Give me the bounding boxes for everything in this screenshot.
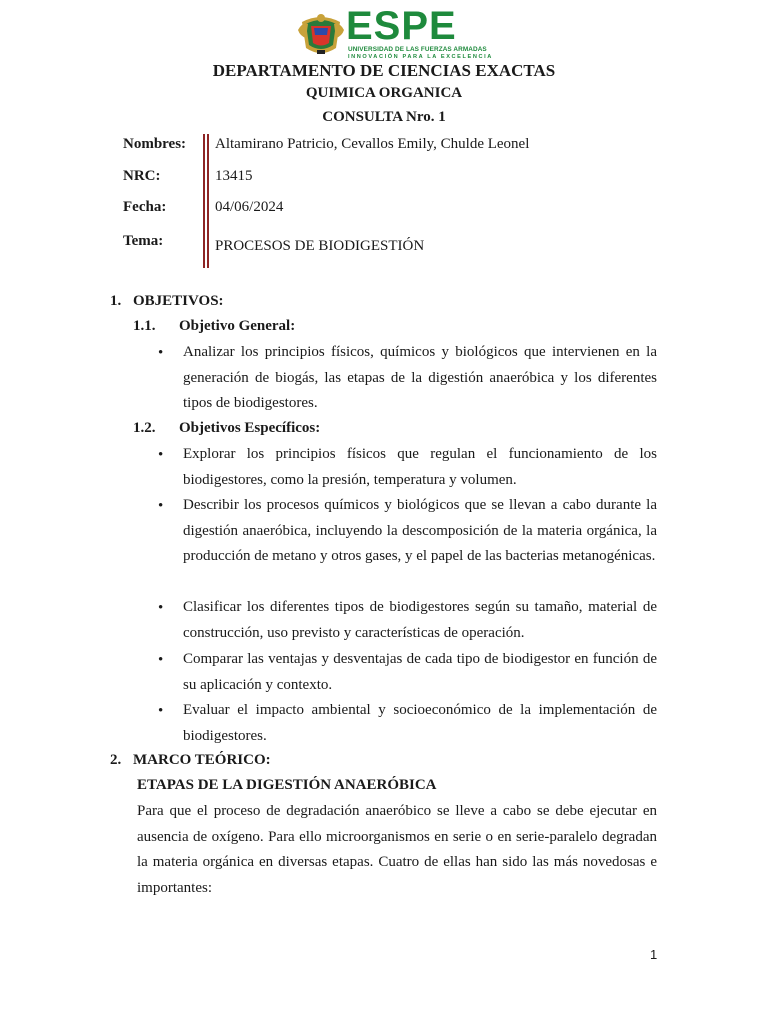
body-paragraph: Para que el proceso de degradación anaeróbico se lleve a cabo se debe ejecutar en ausencia de oxígeno. Para ello microorganismos en serie o en serie-paralelo degradan la materia orgánica en diversas etapas. Cuatro de ellas han sido las más novedosas e importantes: [137, 803, 657, 896]
subsection-title: Objetivo General: [179, 318, 296, 334]
consulta-title: CONSULTA Nro. 1 [322, 109, 446, 125]
logo-wordmark: ESPE [346, 4, 457, 48]
section-title: MARCO TEÓRICO: [133, 752, 271, 768]
department-title: DEPARTAMENTO DE CIENCIAS EXACTAS [212, 61, 556, 80]
university-seal-icon [296, 8, 346, 58]
fecha-label: Fecha: [123, 199, 167, 215]
fecha-value: 04/06/2024 [215, 199, 284, 215]
espe-logo [296, 4, 496, 60]
objective-specific-item: Comparar las ventajas y desventajas de cada tipo de biodigestor en función de su aplicación y contexto. [183, 651, 657, 693]
subsection-heading [133, 420, 320, 437]
subsection-heading [133, 318, 295, 335]
nrc-value: 13415 [215, 168, 253, 184]
logo-subtitle: UNIVERSIDAD DE LAS FUERZAS ARMADAS [348, 46, 487, 53]
section-number: 2. [110, 752, 122, 768]
objective-specific-item: Clasificar los diferentes tipos de biodigestores según su tamaño, material de construcción, uso previsto y características de operación. [183, 599, 657, 641]
objective-specific-item: Explorar los principios físicos que regulan el funcionamiento de los biodigestores, como la presión, temperatura y volumen. [183, 446, 657, 488]
bullet-icon: • [158, 703, 164, 719]
nombres-value: Altamirano Patricio, Cevallos Emily, Chulde Leonel [215, 136, 530, 152]
bullet-icon: • [158, 652, 164, 668]
section-title: OBJETIVOS: [133, 293, 224, 309]
bullet-icon: • [158, 345, 164, 361]
info-divider [207, 134, 209, 268]
subsection-number: 1.1. [133, 318, 156, 334]
tema-label: Tema: [123, 233, 164, 249]
page-number: 1 [650, 947, 658, 962]
subject-title: QUIMICA ORGANICA [305, 85, 463, 101]
subsection-number: 1.2. [133, 420, 156, 436]
nrc-label: NRC: [123, 168, 161, 184]
objective-general-item: Analizar los principios físicos, químicos y biológicos que intervienen en la generación de biogás, las etapas de la digestión anaeróbica y los diferentes tipos de biodigestores. [183, 344, 657, 411]
bullet-icon: • [158, 600, 164, 616]
objective-specific-item: Describir los procesos químicos y biológicos que se llevan a cabo durante la digestión anaeróbica, incluyendo la descomposición de la materia orgánica, la producción de metano y otros gases, y el papel de las bacterias metanogénicas. [183, 497, 657, 564]
section-heading [110, 752, 271, 769]
subsection-title: Objetivos Específicos: [179, 420, 321, 436]
objective-specific-item: Evaluar el impacto ambiental y socioeconómico de la implementación de biodigestores. [183, 702, 657, 744]
nombres-label: Nombres: [123, 136, 187, 152]
section-heading [110, 293, 224, 310]
tema-value: PROCESOS DE BIODIGESTIÓN [215, 238, 425, 254]
bullet-icon: • [158, 447, 164, 463]
info-divider [203, 134, 205, 268]
bullet-icon: • [158, 498, 164, 514]
section-number: 1. [110, 293, 122, 309]
logo-tagline: INNOVACIÓN PARA LA EXCELENCIA [348, 54, 493, 60]
subsection-heading: ETAPAS DE LA DIGESTIÓN ANAERÓBICA [137, 777, 437, 793]
